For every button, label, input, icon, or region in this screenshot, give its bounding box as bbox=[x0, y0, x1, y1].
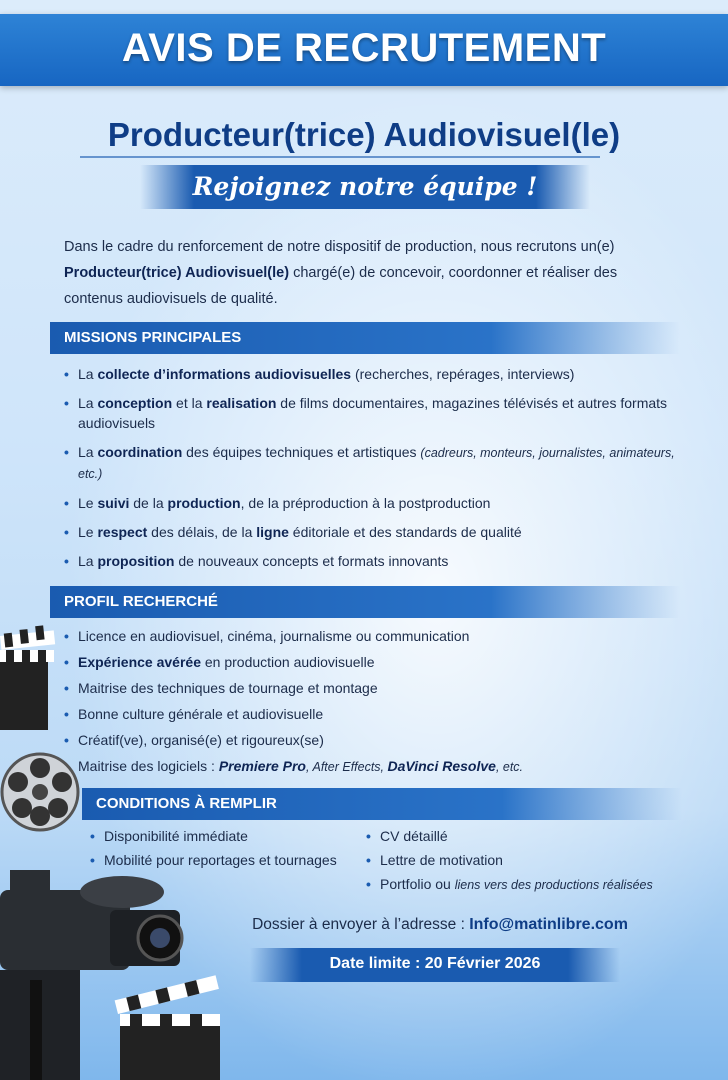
list-item: Maitrise des logiciels : Premiere Pro, After Effects, DaVinci Resolve, etc. bbox=[78, 758, 524, 774]
missions-heading: MISSIONS PRINCIPALES bbox=[64, 329, 242, 346]
list-item: • Créatif(ve), organisé(e) et rigoureux(se) bbox=[64, 730, 684, 750]
list-item: • La conception et la realisation de films documentaires, magazines télévisés et autres formats audiovisuels bbox=[64, 393, 688, 433]
application-address: Dossier à envoyer à l’adresse : Info@matinlibre.com bbox=[252, 916, 628, 933]
list-item: • Portfolio ou liens vers des productions réalisées bbox=[366, 874, 696, 895]
list-item: • La proposition de nouveaux concepts et formats innovants bbox=[64, 551, 688, 571]
slogan-banner bbox=[140, 165, 590, 209]
deadline-banner bbox=[250, 948, 620, 982]
profile-heading-bar bbox=[50, 586, 680, 618]
title-divider bbox=[80, 156, 600, 158]
profile-heading: PROFIL RECHERCHÉ bbox=[64, 593, 218, 610]
list-item: • Le suivi de la production, de la préproduction à la postproduction bbox=[64, 493, 688, 513]
list-item: • Lettre de motivation bbox=[366, 850, 696, 870]
list-item: • Bonne culture générale et audiovisuelle bbox=[64, 704, 684, 724]
list-item: • Licence en audiovisuel, cinéma, journalisme ou communication bbox=[64, 626, 684, 646]
slogan-text: Rejoignez notre équipe ! bbox=[192, 172, 538, 201]
list-item: • La coordination des équipes techniques et artistiques (cadreurs, monteurs, journalistes, animateurs, etc.) bbox=[64, 442, 688, 484]
conditions-right-list bbox=[366, 826, 696, 899]
clapperboard-icon bbox=[115, 975, 220, 1080]
contact-email[interactable]: Info@matinlibre.com bbox=[469, 916, 628, 933]
header-banner bbox=[0, 14, 728, 86]
poster-title: AVIS DE RECRUTEMENT bbox=[121, 26, 607, 70]
list-item: • Expérience avérée en production audiovisuelle bbox=[64, 652, 684, 672]
film-reel-icon bbox=[2, 754, 78, 830]
deadline-text: Date limite : 20 Février 2026 bbox=[329, 955, 541, 972]
clapperboard-icon bbox=[0, 625, 55, 730]
intro-text-2: chargé(e) de concevoir, coordonner et réaliser des contenus audiovisuels de qualité. bbox=[64, 265, 618, 307]
job-title: Producteur(trice) Audiovisuel(le) bbox=[107, 116, 621, 153]
list-item: • Maitrise des techniques de tournage et montage bbox=[64, 678, 684, 698]
missions-heading-bar bbox=[50, 322, 680, 354]
intro-text-1: Dans le cadre du renforcement de notre dispositif de production, nous recrutons un(e) bbox=[64, 239, 615, 255]
missions-list bbox=[64, 364, 688, 580]
list-item: • La collecte d’informations audiovisuelles (recherches, repérages, interviews) bbox=[64, 364, 688, 384]
film-equipment-illustration bbox=[0, 620, 240, 1080]
list-item: • Le respect des délais, de la ligne éditoriale et des standards de qualité bbox=[64, 522, 688, 542]
list-item: • CV détaillé bbox=[366, 826, 696, 846]
list-item: • Disponibilité immédiate bbox=[90, 826, 360, 846]
intro-job-name: Producteur(trice) Audiovisuel(le) bbox=[64, 265, 290, 281]
conditions-heading: CONDITIONS À REMPLIR bbox=[96, 795, 277, 812]
list-item: • Mobilité pour reportages et tournages bbox=[90, 850, 360, 870]
intro-paragraph bbox=[64, 234, 674, 312]
